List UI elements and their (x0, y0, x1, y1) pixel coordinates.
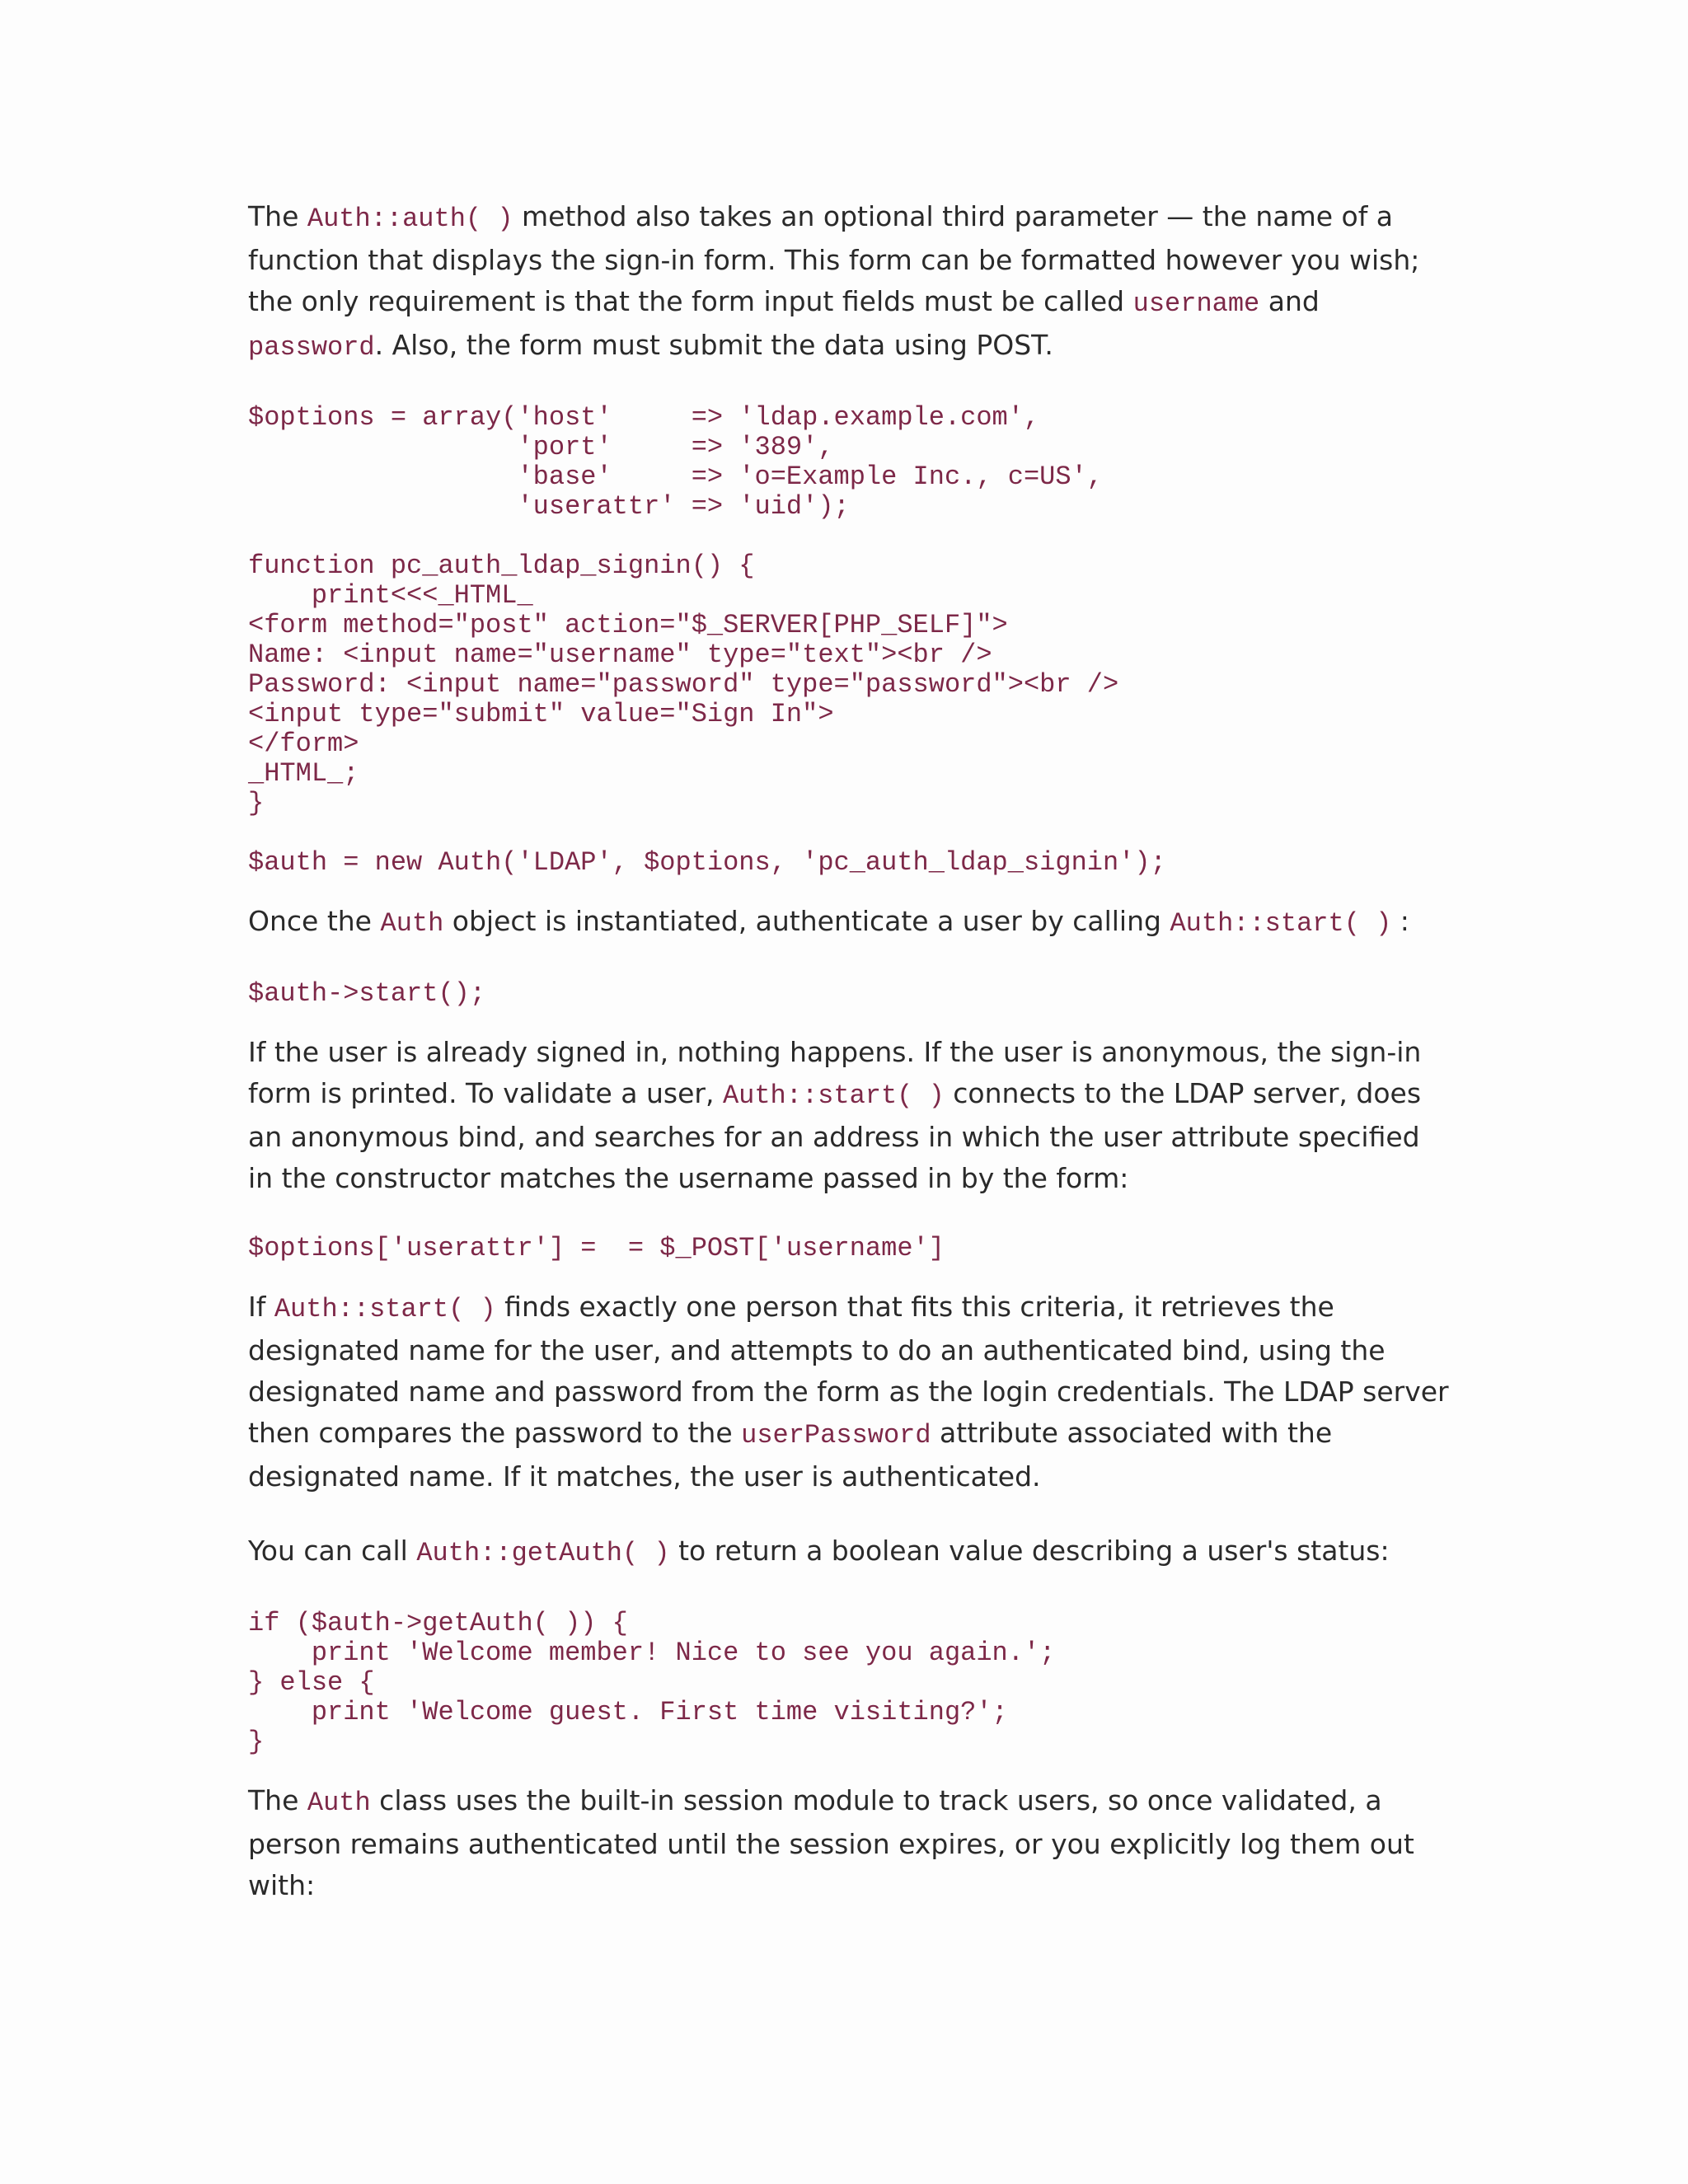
text: The (248, 1784, 307, 1816)
inline-code: Auth::start( ) (722, 1080, 945, 1111)
inline-code: Auth (307, 1788, 371, 1818)
paragraph-get-auth (248, 1530, 1451, 1574)
text: and (1259, 285, 1320, 317)
text: finds exactly one person that fits this criteria, it retrieves the designated name for the user, and attempts to do an authenticated bind, using the designated name and password from the form as the login credentials. The LDAP server then compares the password to the (248, 1291, 1449, 1449)
text: object is instantiated, authenticate a user by calling (443, 905, 1170, 937)
text: If the user is already signed in, nothing happens. If the user is anonymous, the sign-in form is printed. To validate a user, (248, 1036, 1422, 1109)
document-page (248, 196, 1451, 1906)
inline-code: Auth::getAuth( ) (416, 1538, 670, 1568)
code-block-options: $options = array('host' => 'ldap.example.com', 'port' => '389', 'base' => 'o=Example Inc., c=US', 'userattr' => 'uid'); (248, 402, 1103, 522)
text: You can call (248, 1535, 417, 1567)
code-block-signin-function: function pc_auth_ldap_signin() { print<<<_HTML_ <form method="post" action="$_SERVER[PHP_SELF]"> Name: <input name="username" type="text"><br /> Password: <input name="password" type="password"><br /> <input type="submit" value="Sign In"> </form> _HTML_; } (248, 551, 1119, 818)
paragraph-auth-start (248, 901, 1451, 944)
code-block-auth-start: $auth->start(); (248, 978, 486, 1009)
paragraph-session (248, 1780, 1451, 1906)
code-block-userattr: $options['userattr'] = = $_POST['username'] (248, 1233, 945, 1263)
text: class uses the built-in session module to track users, so once validated, a person remains authenticated until the session expires, or you explicitly log them out with: (248, 1784, 1414, 1901)
text: attribute associated with the designated name. If it matches, the user is authenticated. (248, 1417, 1333, 1493)
inline-code: password (248, 332, 375, 363)
inline-code: Auth::start( ) (1170, 908, 1392, 939)
inline-code: Auth::auth( ) (307, 204, 513, 234)
paragraph-auth-method (248, 196, 1451, 368)
code-block-get-auth: if ($auth->getAuth( )) { print 'Welcome member! Nice to see you again.'; } else { print 'Welcome guest. First time visiting?'; } (248, 1608, 1056, 1757)
text: The (248, 200, 307, 232)
code-block-new-auth: $auth = new Auth('LDAP', $options, 'pc_auth_ldap_signin'); (248, 847, 1166, 878)
inline-code: Auth::start( ) (274, 1294, 496, 1324)
text: connects to the LDAP server, does an anonymous bind, and searches for an address in which the user attribute specified in the constructor matches the username passed in by the form: (248, 1077, 1422, 1194)
text: . Also, the form must submit the data using POST. (374, 329, 1053, 361)
text: Once the (248, 905, 381, 937)
inline-code: username (1132, 288, 1260, 319)
paragraph-authenticated-bind (248, 1286, 1451, 1497)
text: If (248, 1291, 274, 1323)
text: to return a boolean value describing a user's status: (669, 1535, 1390, 1567)
text: method also takes an optional third parameter — the name of a function that displays the sign-in form. This form can be formatted however you wish; the only requirement is that the form input fields must be called (248, 200, 1420, 317)
inline-code: userPassword (741, 1420, 931, 1451)
inline-code: Auth (380, 908, 444, 939)
paragraph-validation (248, 1032, 1451, 1199)
text: : (1391, 905, 1409, 937)
